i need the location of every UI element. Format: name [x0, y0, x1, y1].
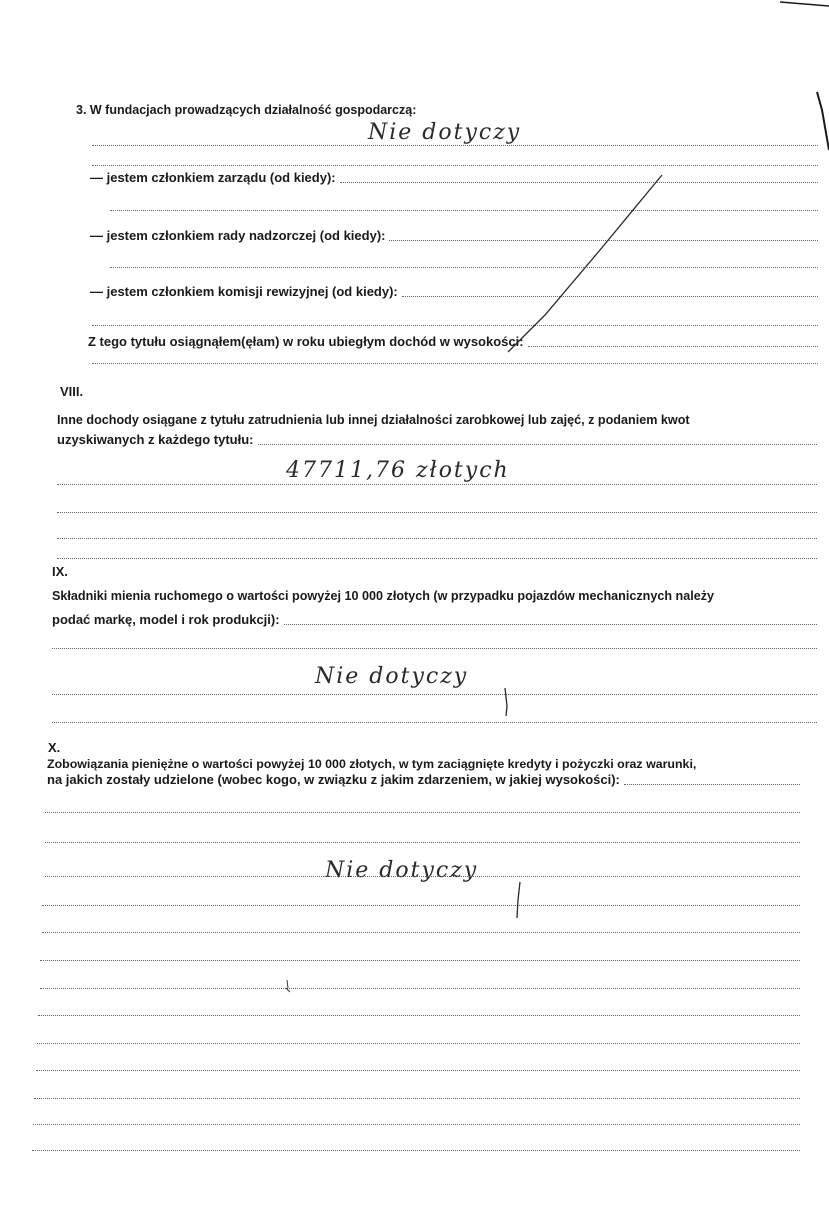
audit-member-field: [90, 284, 818, 300]
dotted-line: [37, 1043, 800, 1044]
section9-field: [52, 612, 817, 628]
dotted-line: [92, 363, 818, 364]
dotted-line: [110, 210, 818, 211]
section9-text-line2: podać markę, model i rok produkcji):: [52, 612, 280, 627]
section3-title: 3. W fundacjach prowadzących działalność gospodarczą:: [76, 103, 417, 117]
dotted-line: [57, 484, 817, 485]
dotted-line: [57, 512, 817, 513]
dotted-line: [42, 932, 800, 933]
dotted-line: [92, 165, 818, 166]
income-label: Z tego tytułu osiągnąłem(ęłam) w roku ubiegłym dochód w wysokości:: [88, 334, 524, 349]
audit-member-dots: [402, 296, 818, 297]
scan-edge-mark: [817, 92, 829, 150]
dotted-line: [45, 842, 800, 843]
section9-dots: [284, 624, 817, 625]
dotted-line: [40, 988, 800, 989]
dotted-line: [42, 905, 800, 906]
scan-top-edge: [780, 2, 829, 6]
dotted-line: [52, 722, 817, 723]
income-field: [88, 334, 818, 350]
board-member-field: [90, 170, 818, 186]
small-mark: [286, 980, 290, 992]
dotted-line: [40, 960, 800, 961]
board-member-label: — jestem członkiem zarządu (od kiedy):: [90, 170, 336, 185]
dotted-line: [36, 1070, 800, 1071]
dotted-line: [33, 1124, 800, 1125]
handwritten-answer-section3: Nie dotyczy: [368, 120, 522, 145]
dotted-line: [45, 812, 800, 813]
dotted-line: [52, 694, 817, 695]
handwritten-answer-section9: Nie dotyczy: [315, 664, 469, 689]
section9-text-line1: Składniki mienia ruchomego o wartości powyżej 10 000 złotych (w przypadku pojazdów mechanicznych należy: [52, 589, 715, 603]
dotted-line: [57, 538, 817, 539]
section10-heading: X.: [48, 740, 61, 755]
section8-field: [57, 432, 817, 448]
dotted-line: [32, 1150, 800, 1151]
supervisory-member-label: — jestem członkiem rady nadzorczej (od kiedy):: [90, 228, 386, 243]
supervisory-member-dots: [389, 240, 818, 241]
dotted-line: [34, 1098, 800, 1099]
handwritten-answer-section10: Nie dotyczy: [325, 858, 479, 883]
supervisory-member-field: [90, 228, 818, 244]
dotted-line: [57, 558, 817, 559]
section8-heading: VIII.: [60, 384, 84, 399]
section10-text-line1: Zobowiązania pieniężne o wartości powyżej 10 000 złotych, w tym zaciągnięte kredyty i pożyczki oraz warunki,: [47, 757, 697, 771]
section8-dots: [258, 444, 818, 445]
income-dots: [528, 346, 818, 347]
audit-member-label: — jestem członkiem komisji rewizyjnej (od kiedy):: [90, 284, 398, 299]
section10-field: [47, 772, 800, 788]
handwritten-answer-section8: 47711,76 złotych: [286, 458, 510, 483]
dotted-line: [52, 648, 817, 649]
dotted-line: [45, 876, 800, 877]
section8-text-line2: uzyskiwanych z każdego tytułu:: [57, 432, 254, 447]
section10-text-line2: na jakich zostały udzielone (wobec kogo, w związku z jakim zdarzeniem, w jakiej wysokości):: [47, 772, 620, 787]
section10-dots: [624, 784, 800, 785]
board-member-dots: [340, 182, 818, 183]
dotted-line: [110, 267, 818, 268]
answer-stroke-ix: [505, 688, 507, 716]
dotted-line: [38, 1015, 800, 1016]
section9-heading: IX.: [52, 564, 68, 579]
answer-stroke-x: [517, 882, 520, 918]
dotted-line: [92, 325, 818, 326]
section8-text-line1: Inne dochody osiągane z tytułu zatrudnienia lub innej działalności zarobkowej lub zajęć, z podaniem kwot: [57, 413, 690, 427]
dotted-line: [92, 145, 818, 146]
